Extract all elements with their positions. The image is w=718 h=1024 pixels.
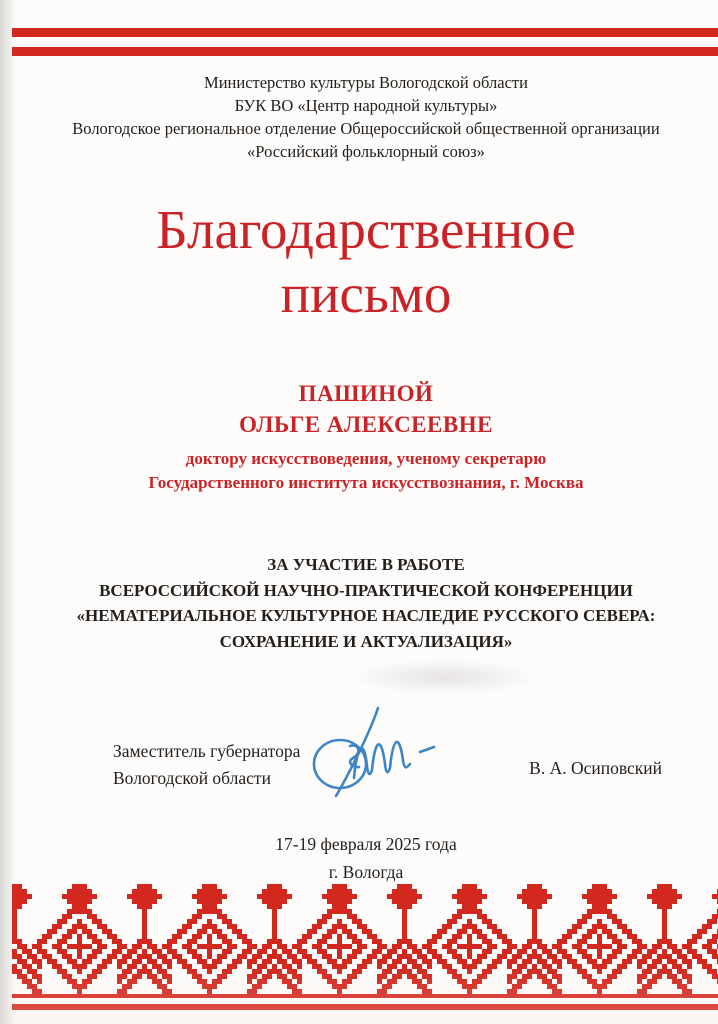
signatory-position xyxy=(113,738,300,792)
title-line-1: Благодарственное xyxy=(156,199,576,260)
signatory-position-line-2: Вологодской области xyxy=(113,768,271,788)
ink-showthrough-smudge xyxy=(350,660,540,694)
citation-line-1: ЗА УЧАСТИЕ В РАБОТЕ xyxy=(267,555,465,574)
citation-line-4: СОХРАНЕНИЕ И АКТУАЛИЗАЦИЯ» xyxy=(219,631,513,651)
top-stripe-1 xyxy=(12,28,718,37)
citation-text xyxy=(24,552,708,654)
recipient-description-line-2: Государственного института искусствознания, г. Москва xyxy=(148,473,584,492)
recipient-name xyxy=(24,378,708,440)
org-line-union: «Российский фольклорный союз» xyxy=(247,142,485,161)
recipient-description xyxy=(24,447,708,495)
date-place-block xyxy=(24,830,708,886)
event-place: г. Вологда xyxy=(328,862,404,882)
folk-ornament-band xyxy=(12,884,718,994)
signatory-position-line-1: Заместитель губернатора xyxy=(113,741,301,761)
document-title xyxy=(24,198,708,326)
citation-line-2: ВСЕРОССИЙСКОЙ НАУЧНО-ПРАКТИЧЕСКОЙ КОНФЕРЕНЦИИ xyxy=(99,580,633,600)
bottom-stripe xyxy=(12,1004,718,1010)
org-line-ministry: Министерство культуры Вологодской области xyxy=(204,73,528,92)
top-stripe-2 xyxy=(12,47,718,56)
citation-line-3: «НЕМАТЕРИАЛЬНОЕ КУЛЬТУРНОЕ НАСЛЕДИЕ РУССКОГО СЕВЕРА: xyxy=(76,606,656,625)
signature-row xyxy=(0,700,718,810)
handwritten-signature-icon xyxy=(298,702,448,802)
issuing-organizations xyxy=(28,71,704,163)
recipient-description-line-1: доктору искусствоведения, ученому секретарю xyxy=(185,449,547,468)
recipient-surname: ПАШИНОЙ xyxy=(298,381,434,406)
recipient-name-patronymic: ОЛЬГЕ АЛЕКСЕЕВНЕ xyxy=(239,412,493,437)
ornament-base-line xyxy=(12,994,718,998)
org-line-branch: Вологодское региональное отделение Общероссийской общественной организации xyxy=(72,119,660,138)
title-line-2: письмо xyxy=(280,263,452,324)
scan-edge-shadow xyxy=(0,0,16,1024)
event-date: 17-19 февраля 2025 года xyxy=(275,834,457,854)
signatory-name: В. А. Осиповский xyxy=(529,758,662,778)
org-line-center: БУК ВО «Центр народной культуры» xyxy=(234,96,498,115)
